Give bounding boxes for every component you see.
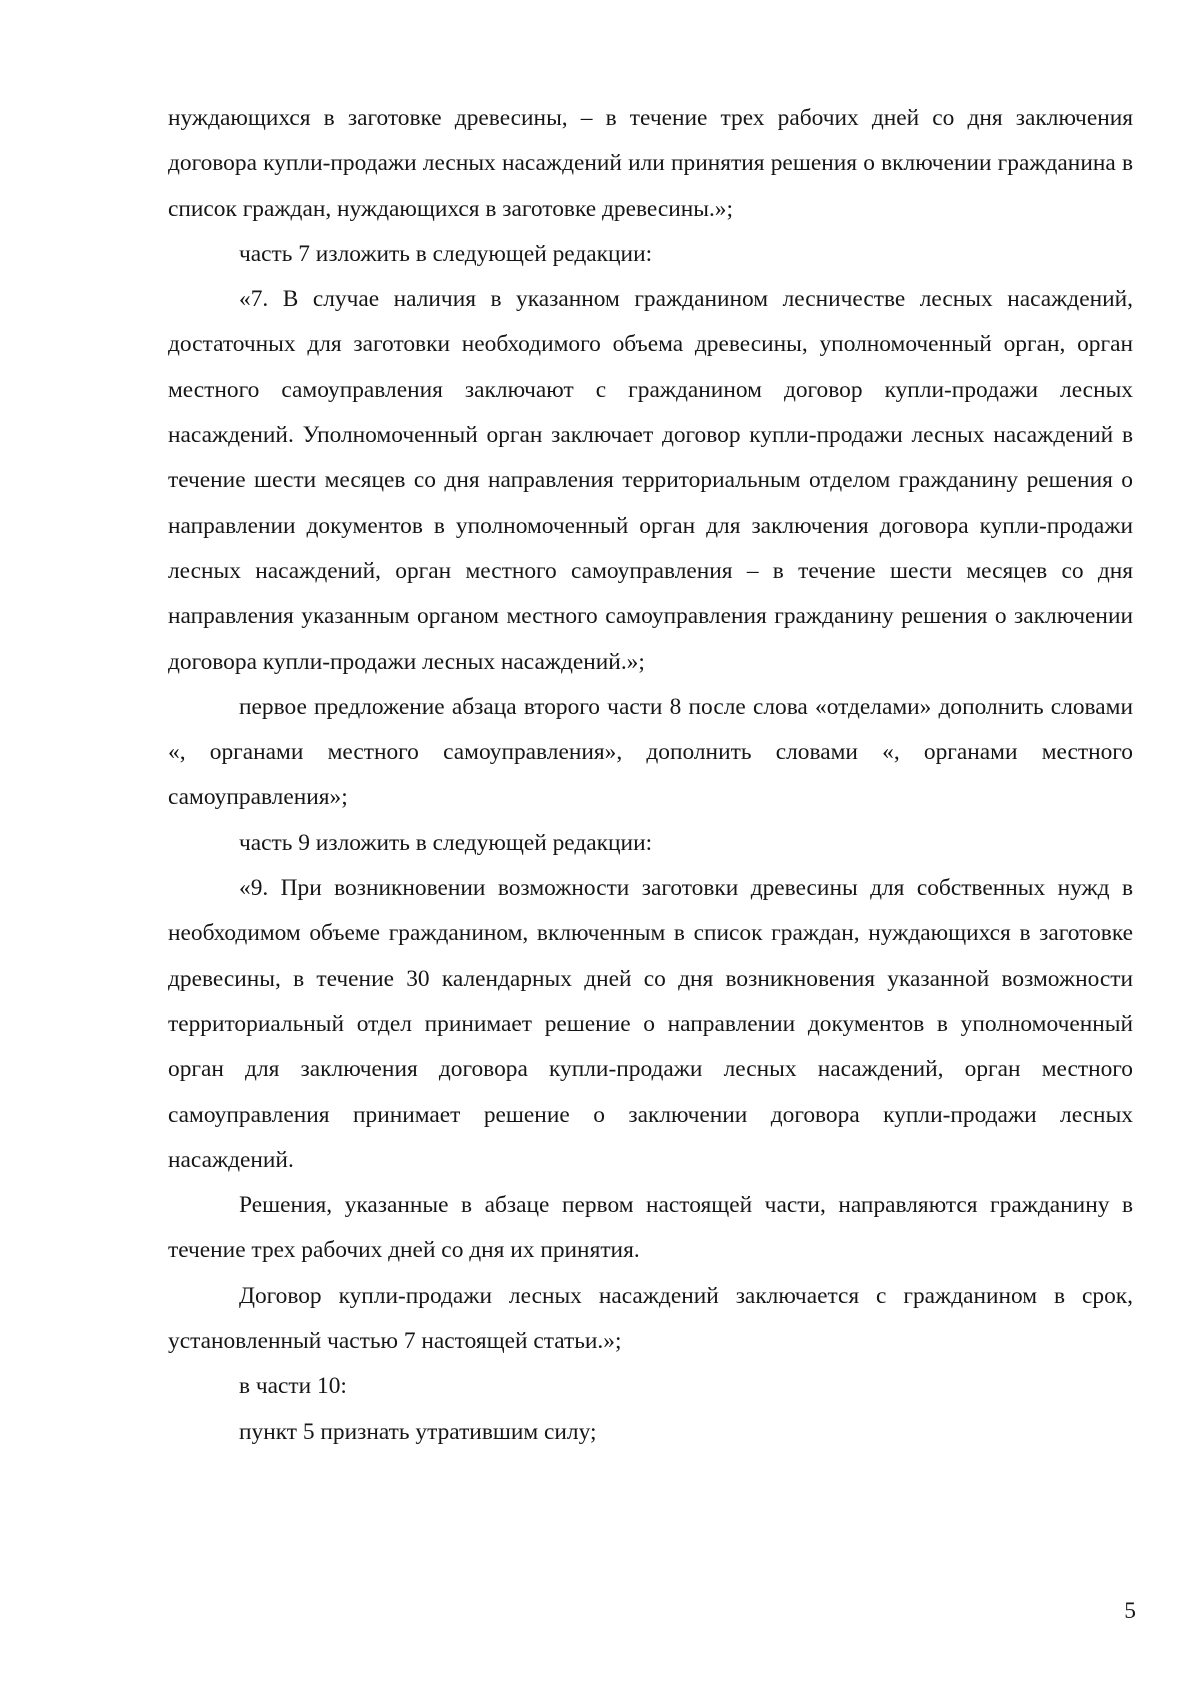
paragraph-part7-instruction: часть 7 изложить в следующей редакции: [239, 240, 653, 267]
paragraph-part7-text: «7. В случае наличия в указанном гражданином лесничестве лесных насаждений, достаточных для заготовки необходимого объема древесины, уполномоченный орган, орган местного самоуправления заключают с гражданином договор купли-продажи лесных насаждений. Уполномоченный орган заключает договор купли-продажи лесных насаждений в течение шести месяцев со дня направления территориальным отделом гражданину решения о направлении документов в уполномоченный орган для заключения договора купли-продажи лесных насаждений, орган местного самоуправления – в течение шести месяцев со дня направления указанным органом местного самоуправления гражданину решения о заключении договора купли-продажи лесных насаждений.»; [168, 286, 1133, 675]
paragraph-part10-instruction: в части 10: [239, 1373, 347, 1400]
paragraph-continuation: нуждающихся в заготовке древесины, – в течение трех рабочих дней со дня заключения договора купли-продажи лесных насаждений или принятия решения о включении гражданина в список граждан, нуждающихся в заготовке древесины.»; [168, 105, 1133, 222]
paragraph-contract: Договор купли-продажи лесных насаждений заключается с гражданином в срок, установленный частью 7 настоящей статьи.»; [168, 1282, 1133, 1355]
page-number: 5 [1124, 1598, 1136, 1624]
document-body [168, 96, 1133, 1455]
paragraph-decisions: Решения, указанные в абзаце первом настоящей части, направляются гражданину в течение трех рабочих дней со дня их принятия. [168, 1192, 1133, 1264]
paragraph-part9-instruction: часть 9 изложить в следующей редакции: [239, 829, 653, 856]
paragraph-part8-amendment: первое предложение абзаца второго части 8 после слова «отделами» дополнить словами «, органами местного самоуправления», дополнить словами «, органами местного самоуправления»; [168, 693, 1133, 811]
paragraph-item5: пункт 5 признать утратившим силу; [239, 1418, 597, 1445]
paragraph-part9-text: «9. При возникновении возможности заготовки древесины для собственных нужд в необходимом объеме гражданином, включенным в список граждан, нуждающихся в заготовке древесины, в течение 30 календарных дней со дня возникновения указанной возможности территориальный отдел принимает решение о направлении документов в уполномоченный орган для заключения договора купли-продажи лесных насаждений, орган местного самоуправления принимает решение о заключении договора купли-продажи лесных насаждений. [168, 875, 1133, 1173]
